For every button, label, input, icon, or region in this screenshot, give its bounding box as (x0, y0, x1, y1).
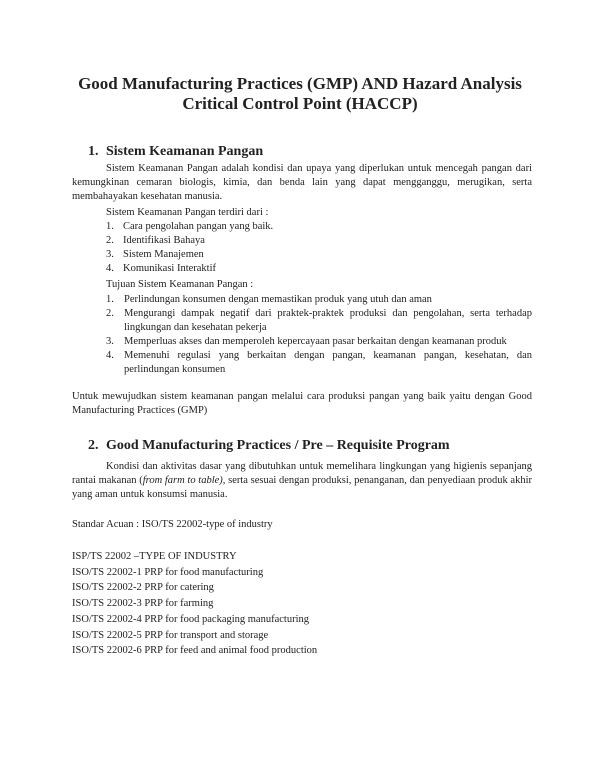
list-item: ISO/TS 22002-6 PRP for feed and animal food production (72, 645, 318, 657)
section-1-intro-text: Sistem Keamanan Pangan adalah kondisi dan upaya yang diperlukan untuk mencegah pangan dari kemungkinan cemaran biologis, kimia, dan benda lain yang dapat mengganggu, merugikan, serta membahayakan kesehatan manusia. (72, 163, 532, 202)
list-item: 1. Perlindungan konsumen dengan memastikan produk yang utuh dan aman (106, 294, 432, 305)
document-title: Good Manufacturing Practices (GMP) AND Hazard Analysis Critical Control Point (HACCP) (78, 74, 522, 113)
section-1-heading (88, 144, 263, 160)
section-2-intro (72, 460, 532, 502)
list-item: ISO/TS 22002-1 PRP for food manufacturing (72, 566, 264, 578)
components-list (106, 220, 526, 276)
section-1-title: Sistem Keamanan Pangan (106, 144, 264, 159)
list-item: ISO/TS 22002-3 PRP for farming (72, 598, 214, 610)
list-item: 2. Identifikasi Bahaya (106, 235, 205, 246)
section-1-intro (72, 162, 532, 204)
goals-list (106, 293, 532, 377)
list-item: 2. Mengurangi dampak negatif dari praktek-praktek produksi dan pengolahan, serta terhadap lingkungan dan kesehatan pekerja (106, 308, 532, 333)
list-item: 3. Memperluas akses dan memperoleh kepercayaan pasar berkaitan dengan keamanan produk (106, 336, 507, 347)
section-1-closing (72, 390, 532, 418)
list-item: 3. Sistem Manajemen (106, 249, 204, 260)
section-1-number: 1. (88, 144, 99, 159)
list-item: ISO/TS 22002-2 PRP for catering (72, 582, 214, 594)
standards-list (72, 549, 317, 659)
section-2-intro-text: Kondisi dan aktivitas dasar yang dibutuhkan untuk memelihara lingkungan yang higienis sepanjang rantai makanan (from farm to table), serta sesuai dengan produksi, penanganan, dan penyediaan produk akhir yang aman untuk konsumsi manusia. (72, 461, 532, 500)
section-1-closing-text: Untuk mewujudkan sistem keamanan pangan melalui cara produksi pangan yang baik yaitu dengan Good Manufacturing Practices (GMP) (72, 391, 532, 416)
list-item: ISO/TS 22002-4 PRP for food packaging manufacturing (72, 613, 309, 625)
section-2-heading (88, 438, 450, 454)
list-item: ISP/TS 22002 –TYPE OF INDUSTRY (72, 551, 237, 562)
goals-label: Tujuan Sistem Keamanan Pangan : (106, 279, 254, 290)
section-2-title: Good Manufacturing Practices / Pre – Requisite Program (106, 438, 450, 453)
list-item: ISO/TS 22002-5 PRP for transport and storage (72, 629, 269, 641)
section-2-number: 2. (88, 438, 99, 453)
standard-reference: Standar Acuan : ISO/TS 22002-type of industry (72, 519, 273, 530)
components-label: Sistem Keamanan Pangan terdiri dari : (106, 207, 269, 218)
italic-phrase: from farm to table) (142, 475, 223, 486)
list-item: 4. Memenuhi regulasi yang berkaitan dengan pangan, keamanan pangan, kesehatan, dan perlindungan konsumen (106, 350, 532, 375)
list-item: 4. Komunikasi Interaktif (106, 263, 217, 274)
list-item: 1. Cara pengolahan pangan yang baik. (106, 221, 274, 232)
